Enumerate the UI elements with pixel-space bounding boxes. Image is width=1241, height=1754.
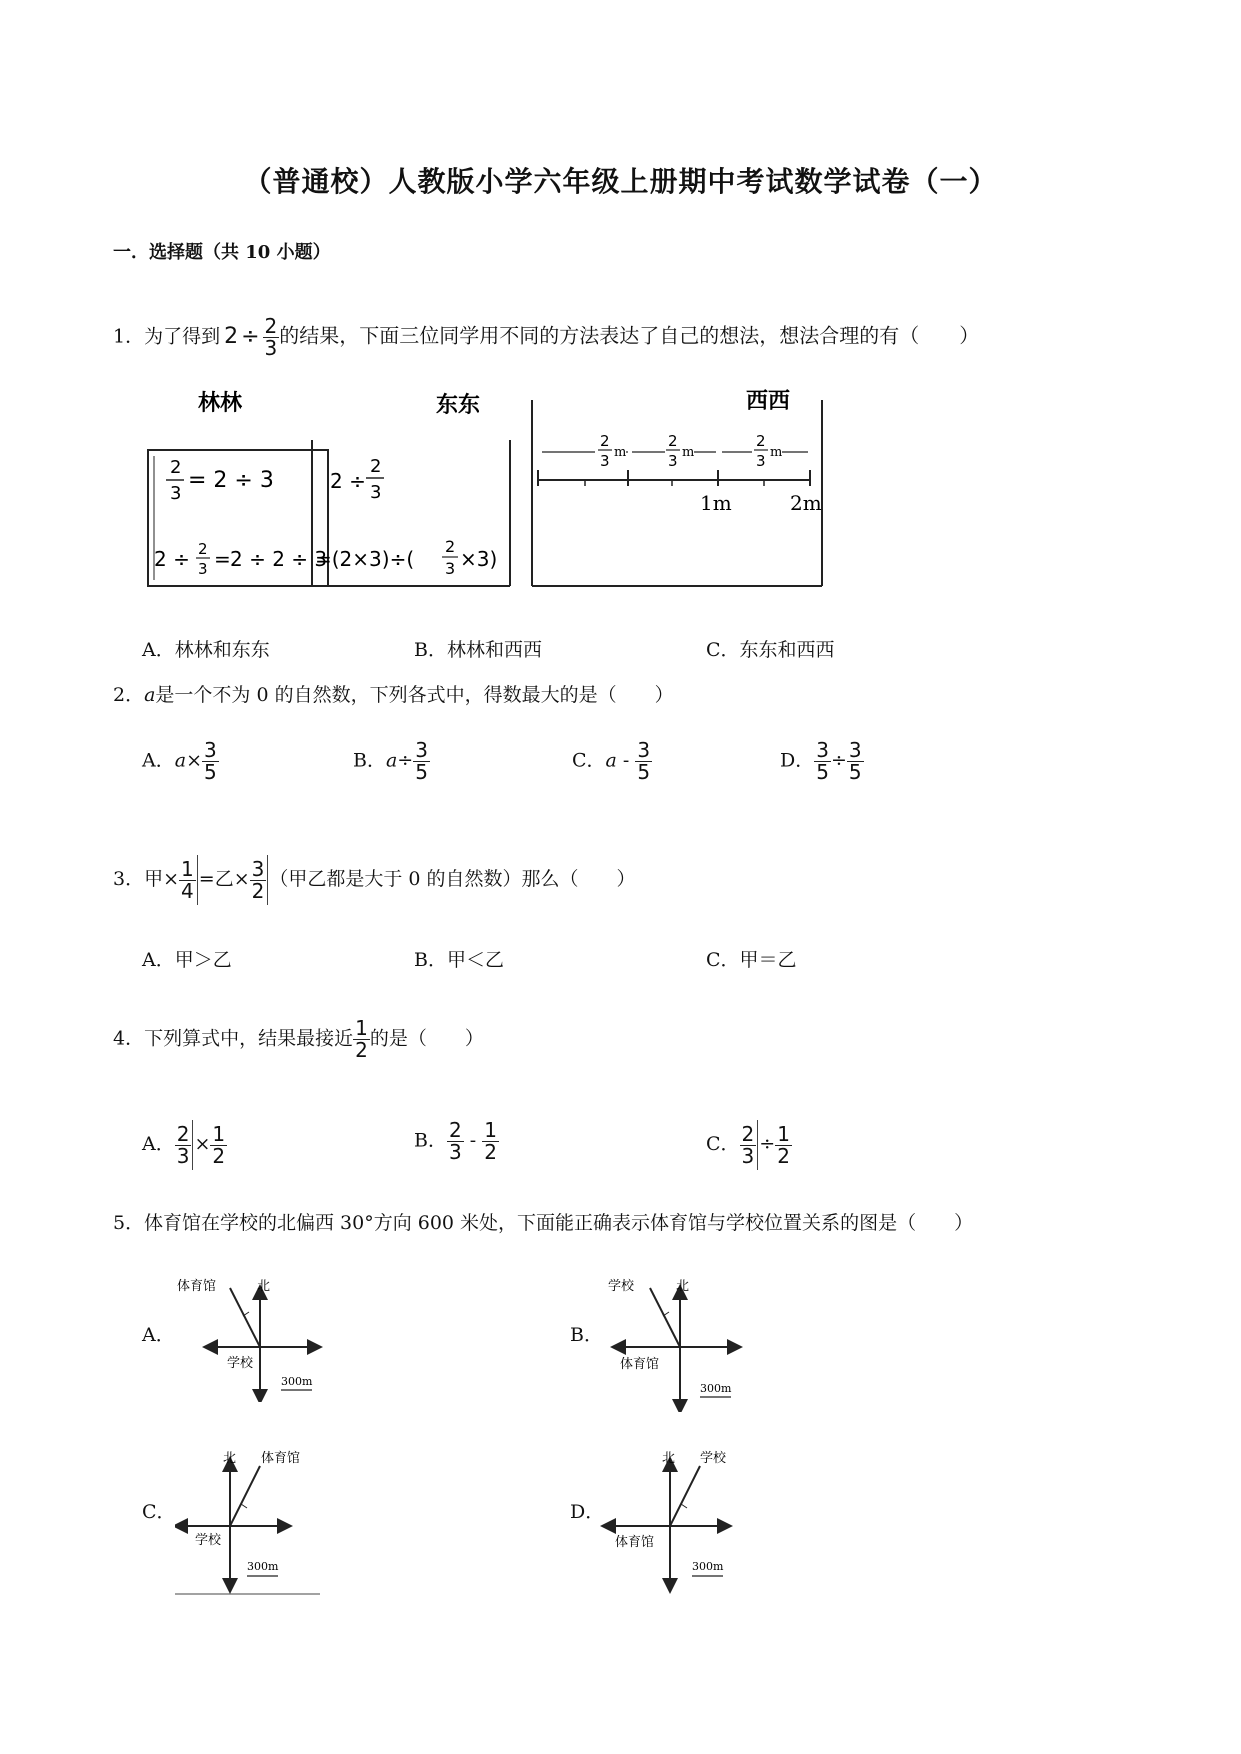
q2-option-d[interactable]: D． $\frac{3}{5}$ ÷ $\frac{3}{5}$ [780, 738, 862, 784]
svg-text:=: = [214, 547, 231, 571]
svg-text:2: 2 [600, 432, 610, 450]
svg-text:3: 3 [668, 452, 678, 470]
q1-option-a[interactable]: A．林林和东东 [142, 639, 270, 661]
q2-option-c[interactable]: C．a - $\frac{3}{5}$ [572, 738, 651, 784]
svg-text:体育馆: 体育馆 [615, 1535, 655, 1550]
question-2: 2．a是一个不为 0 的自然数，下列各式中，得数最大的是（ ） [113, 684, 674, 706]
segment-2 [632, 432, 716, 470]
q1-option-b[interactable]: B．林林和西西 [414, 639, 542, 661]
q5-option-c[interactable]: C． [142, 1501, 176, 1523]
q5-diagram-c[interactable] [175, 1446, 325, 1596]
question-5-number: 5． [113, 1208, 144, 1235]
q3-option-c[interactable]: C．甲＝乙 [706, 949, 797, 971]
svg-text:3: 3 [370, 482, 382, 503]
fraction: $\frac{2}{3}$ [264, 314, 278, 360]
svg-text:2: 2 [756, 432, 766, 450]
svg-text:3: 3 [198, 560, 208, 578]
label-linlin: 林林 [197, 390, 243, 416]
svg-text:学校: 学校 [195, 1533, 222, 1548]
svg-text:体育馆: 体育馆 [261, 1451, 301, 1466]
q5-option-d[interactable]: D． [570, 1501, 605, 1523]
q3-option-a[interactable]: A．甲＞乙 [142, 949, 232, 971]
svg-text:3: 3 [445, 559, 456, 578]
svg-text:北: 北 [676, 1279, 690, 1294]
q5-diagram-a[interactable] [175, 1272, 325, 1402]
question-number: 1． [113, 325, 145, 348]
svg-text:北: 北 [223, 1451, 237, 1466]
q5-option-b[interactable]: B． [570, 1324, 603, 1346]
q5-diagram-d[interactable] [600, 1446, 750, 1596]
segment-3 [722, 432, 808, 470]
svg-text:2: 2 [170, 457, 182, 478]
svg-text:m: m [682, 445, 695, 460]
svg-text:300m: 300m [692, 1560, 724, 1573]
question-1: 1．为了得到 2 ÷ $\frac{2}{3}$ 的结果，下面三位同学用不同的方法表达了自己的想法，想法合理的有（ ） [113, 314, 980, 360]
dongdong-row2: =(2×3)÷( [315, 547, 415, 571]
segment-1 [542, 432, 628, 470]
question-4: 4．下列算式中，结果最接近 $\frac{1}{2}$ 的是（ ） [113, 1016, 484, 1062]
linlin-row2: 2 ÷ 2 ÷ 3 [230, 547, 328, 571]
svg-text:300m: 300m [700, 1382, 732, 1395]
q1-option-c[interactable]: C．东东和西西 [706, 639, 835, 661]
label-dongdong: 东东 [435, 392, 481, 418]
dongdong-row1: 2 ÷ [330, 469, 366, 493]
svg-text:2: 2 [198, 540, 208, 558]
q2-option-b[interactable]: B．a÷ $\frac{3}{5}$ [353, 738, 428, 784]
section-heading: 一．选择题（共 10 小题） [113, 242, 331, 263]
linlin-row1: = 2 ÷ 3 [188, 468, 274, 493]
q5-diagram-b[interactable] [600, 1272, 750, 1412]
svg-text:2: 2 [370, 456, 382, 477]
label-2m: 2m [790, 491, 822, 515]
question-3: 3．甲× $\frac{1}{4}$ =乙× $\frac{3}{2}$ （甲乙都是大于 0 的自然数）那么（ ） [113, 855, 636, 905]
q1-figure [140, 380, 940, 600]
q2-option-a[interactable]: A．a× $\frac{3}{5}$ [142, 738, 217, 784]
svg-text:3: 3 [756, 452, 766, 470]
svg-text:北: 北 [257, 1279, 271, 1294]
q5-option-a[interactable]: A． [142, 1324, 175, 1346]
svg-text:体育馆: 体育馆 [620, 1357, 660, 1372]
svg-text:2 ÷: 2 ÷ [154, 547, 190, 571]
svg-text:体育馆: 体育馆 [177, 1279, 217, 1294]
label-1m: 1m [700, 491, 732, 515]
svg-text:×3): ×3) [460, 547, 498, 571]
svg-text:学校: 学校 [608, 1279, 635, 1294]
q3-option-b[interactable]: B．甲＜乙 [414, 949, 504, 971]
svg-text:300m: 300m [247, 1560, 279, 1573]
q4-option-a[interactable]: A． $\frac{2}{3}$ × $\frac{1}{2}$ [142, 1120, 227, 1170]
page-title: （普通校）人教版小学六年级上册期中考试数学试卷（一） [243, 165, 998, 198]
svg-text:学校: 学校 [227, 1356, 254, 1371]
label-xixi: 西西 [745, 388, 791, 414]
svg-text:北: 北 [662, 1451, 676, 1466]
q4-option-c[interactable]: C． $\frac{2}{3}$ ÷ $\frac{1}{2}$ [706, 1120, 792, 1170]
svg-text:3: 3 [600, 452, 610, 470]
question-5: 体育馆在学校的北偏西 30°方向 600 米处，下面能正确表示体育馆与学校位置关系的图是（ ） [144, 1212, 974, 1234]
svg-text:m: m [614, 445, 627, 460]
svg-text:3: 3 [170, 483, 182, 504]
svg-text:300m: 300m [281, 1375, 313, 1388]
svg-text:2: 2 [445, 537, 456, 556]
q4-option-b[interactable]: B． $\frac{2}{3}$ - $\frac{1}{2}$ [414, 1118, 497, 1164]
svg-text:学校: 学校 [700, 1451, 727, 1466]
svg-text:m: m [770, 445, 783, 460]
svg-text:2: 2 [668, 432, 678, 450]
